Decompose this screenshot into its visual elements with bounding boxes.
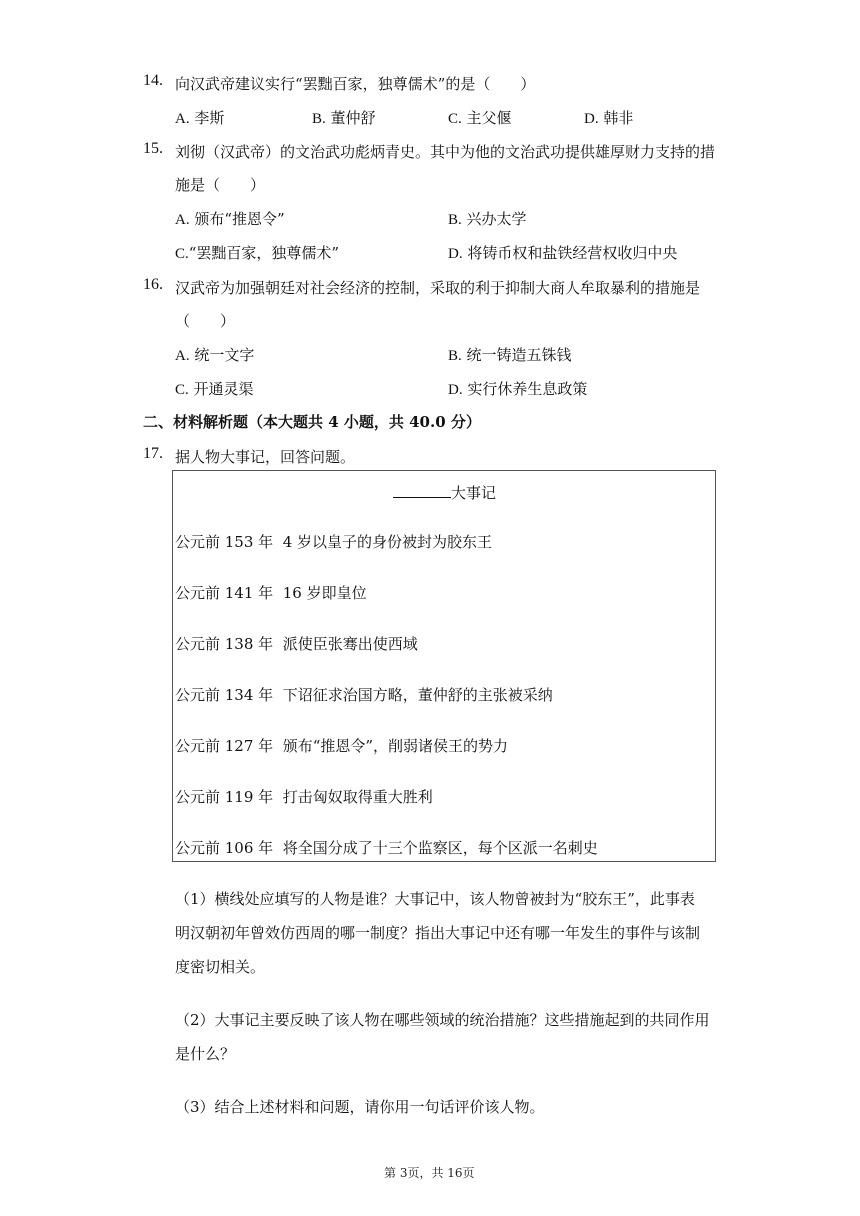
q15-option-b: B. 兴办太学 bbox=[448, 210, 527, 228]
q17-sub1-line3: 度密切相关。 bbox=[175, 958, 266, 976]
event-row: 公元前 106 年 将全国分成了十三个监察区，每个区派一名刺史 bbox=[175, 839, 598, 857]
name-blank bbox=[393, 485, 451, 498]
q17-number: 17. bbox=[143, 445, 163, 462]
chronology-title: 大事记 bbox=[393, 482, 496, 503]
q16-stem-line2: （ ） bbox=[175, 312, 236, 330]
q17-sub2-line2: 是什么？ bbox=[175, 1045, 236, 1063]
q16-option-a: A. 统一文字 bbox=[175, 346, 255, 364]
q16-option-d: D. 实行休养生息政策 bbox=[448, 380, 588, 398]
event-row: 公元前 138 年 派使臣张骞出使西域 bbox=[175, 635, 418, 653]
q17-sub2-line1: （2）大事记主要反映了该人物在哪些领域的统治措施？这些措施起到的共同作用 bbox=[175, 1011, 710, 1029]
q14-option-a: A. 李斯 bbox=[175, 109, 225, 127]
q16-option-b: B. 统一铸造五铢钱 bbox=[448, 346, 572, 364]
q14-option-b: B. 董仲舒 bbox=[312, 109, 376, 127]
event-row: 公元前 153 年 4 岁以皇子的身份被封为胶东王 bbox=[175, 533, 493, 551]
event-row: 公元前 119 年 打击匈奴取得重大胜利 bbox=[175, 788, 433, 806]
section-heading: 二、材料解析题（本大题共 4 小题，共 40.0 分） bbox=[143, 413, 481, 431]
q14-option-d: D. 韩非 bbox=[584, 109, 634, 127]
q14-number: 14. bbox=[143, 72, 163, 89]
event-row: 公元前 141 年 16 岁即皇位 bbox=[175, 584, 367, 602]
q16-stem-line1: 汉武帝为加强朝廷对社会经济的控制，采取的利于抑制大商人牟取暴利的措施是 bbox=[175, 279, 701, 297]
q17-stem: 据人物大事记，回答问题。 bbox=[175, 448, 356, 466]
q16-option-c: C. 开通灵渠 bbox=[175, 380, 254, 398]
q14-option-c: C. 主父偃 bbox=[448, 109, 512, 127]
q14-stem: 向汉武帝建议实行“罢黜百家，独尊儒术”的是（ ） bbox=[175, 75, 536, 93]
q17-sub3: （3）结合上述材料和问题，请你用一句话评价该人物。 bbox=[175, 1098, 545, 1116]
q17-sub1-line2: 明汉朝初年曾效仿西周的哪一制度？指出大事记中还有哪一年发生的事件与该制 bbox=[175, 924, 701, 942]
q15-option-d: D. 将铸币权和盐铁经营权收归中央 bbox=[448, 244, 678, 262]
q15-stem-line1: 刘彻（汉武帝）的文治武功彪炳青史。其中为他的文治武功提供雄厚财力支持的措 bbox=[175, 143, 716, 161]
chronology-table bbox=[172, 470, 716, 862]
event-row: 公元前 127 年 颁布“推恩令”，削弱诸侯王的势力 bbox=[175, 737, 509, 755]
page-footer: 第 3页，共 16页 bbox=[384, 1166, 475, 1180]
q16-number: 16. bbox=[143, 276, 163, 293]
q17-sub1-line1: （1）横线处应填写的人物是谁？大事记中，该人物曾被封为“胶东王”，此事表 bbox=[175, 890, 695, 908]
q15-stem-line2: 施是（ ） bbox=[175, 176, 266, 194]
q15-number: 15. bbox=[143, 140, 163, 157]
q15-option-a: A. 颁布“推恩令” bbox=[175, 210, 285, 228]
q15-option-c: C.“罢黜百家，独尊儒术” bbox=[175, 244, 340, 262]
event-row: 公元前 134 年 下诏征求治国方略，董仲舒的主张被采纳 bbox=[175, 686, 553, 704]
